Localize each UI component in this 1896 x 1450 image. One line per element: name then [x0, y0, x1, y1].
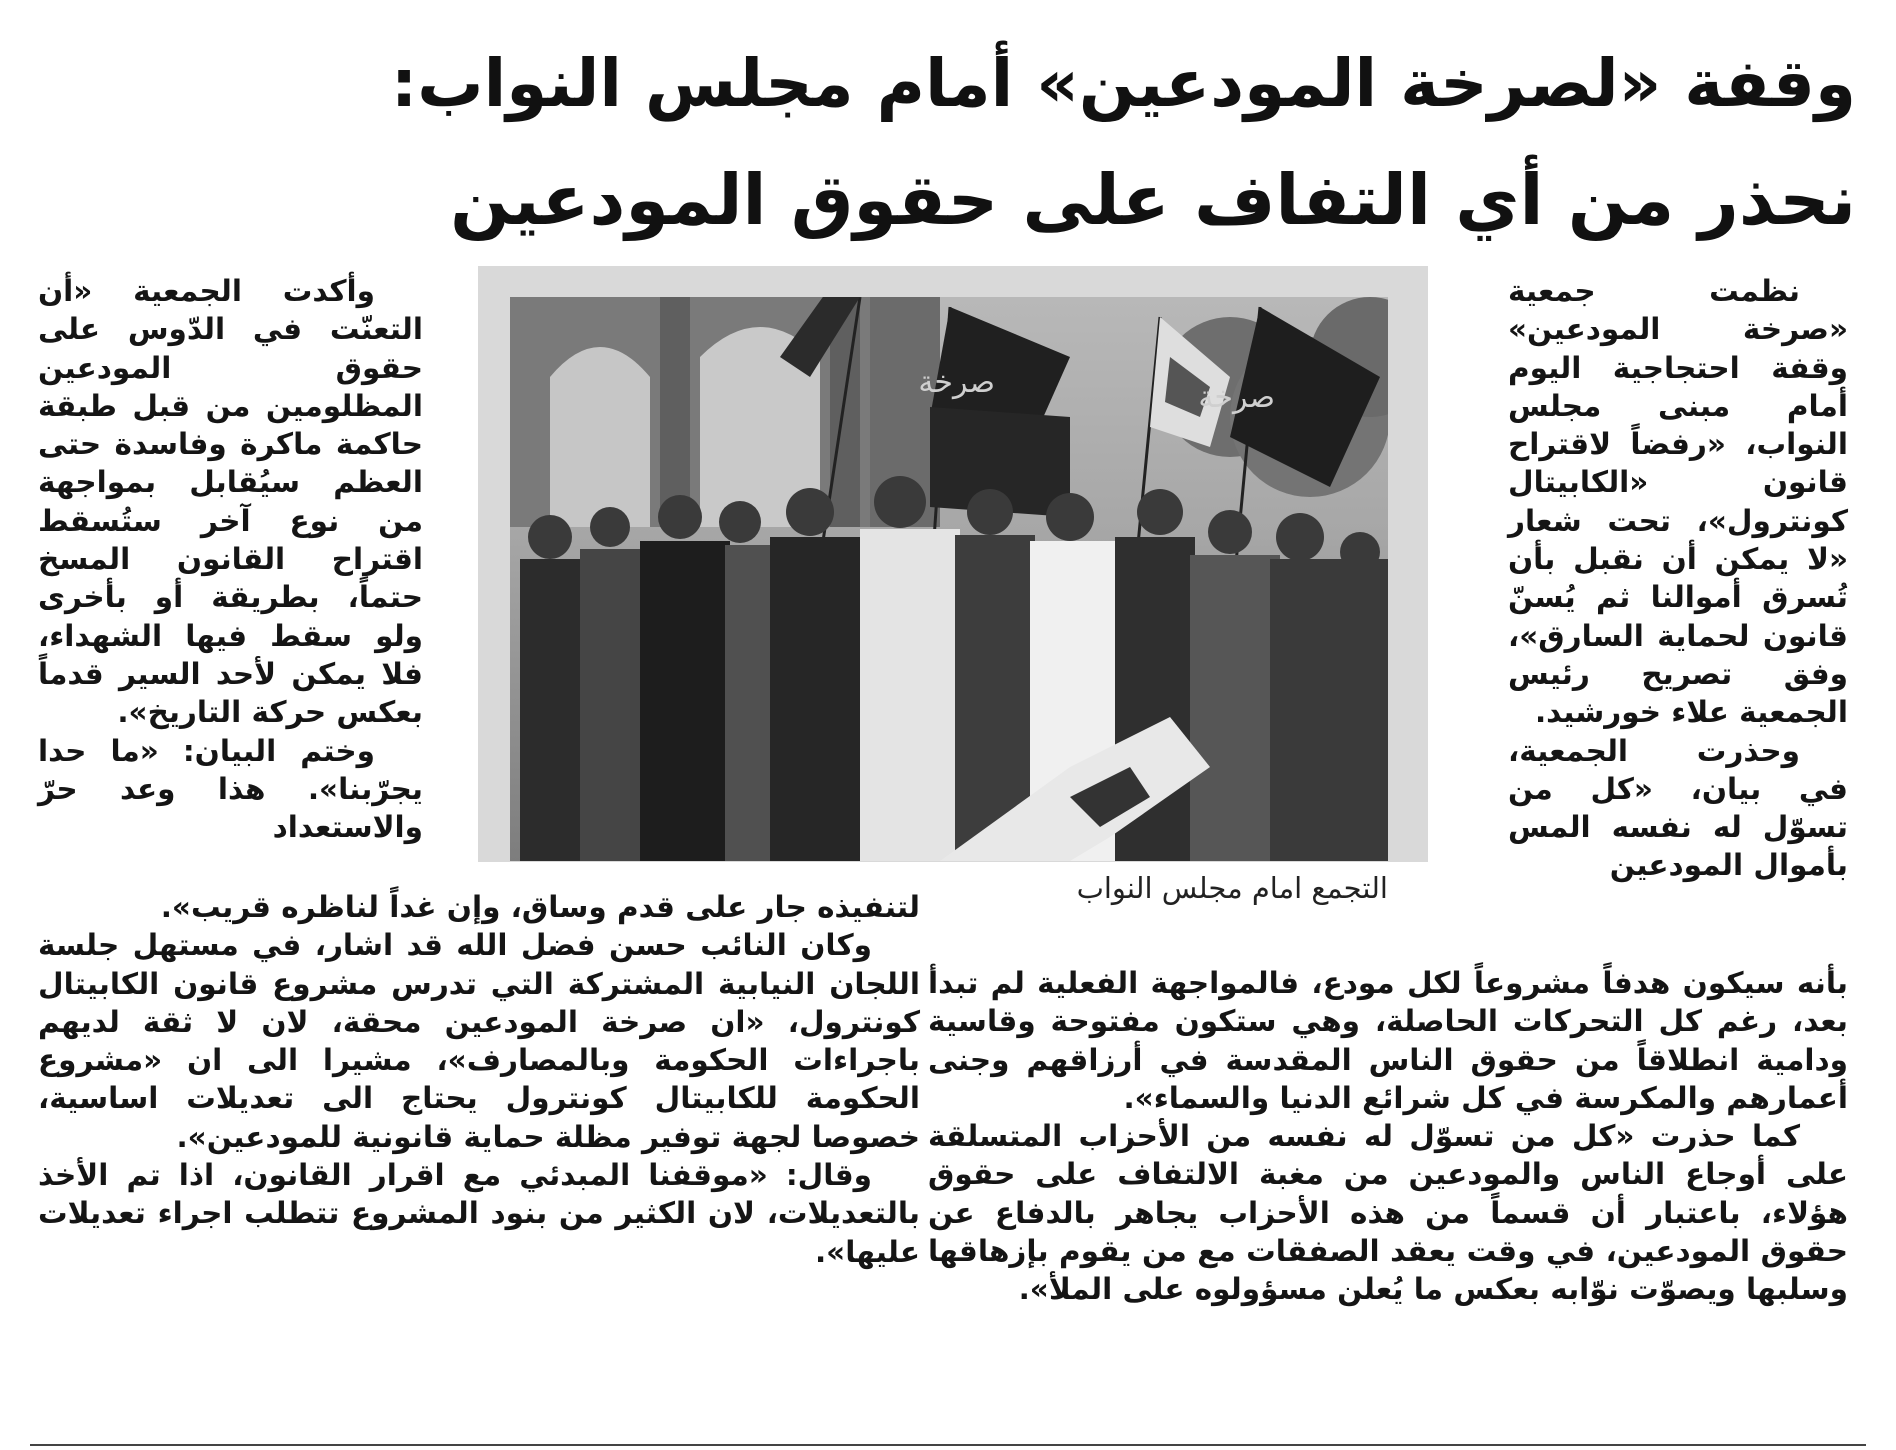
paragraph: وقال: «موقفنا المبدئي مع اقرار القانون، اذا تم الأخذ بالتعديلات، لان الكثير من بنود المشروع تتطلب اجراء تعديلات عليها». [38, 1158, 920, 1269]
photo-caption: التجمع امام مجلس النواب [1076, 871, 1388, 905]
paragraph: وكان النائب حسن فضل الله قد اشار، في مستهل جلسة اللجان النيابية المشتركة التي تدرس مشروع قانون الكابيتال كونترول، «ان صرخة المودعين محقة، لان لا ثقة لديهم باجراءات الحكومة وبالمصارف»، مشيرا الى ان «مشروع الحكومة للكابيتال كونترول يحتاج الى تعديلات اساسية، خصوصا لجهة توفير مظلة حماية قانونية للمودعين». [38, 928, 920, 1154]
headline-line-1: وقفة «لصرخة المودعين» أمام مجلس النواب: [390, 45, 1856, 122]
paragraph: لتنفيذه جار على قدم وساق، وإن غداً لناظره قريب». [160, 890, 920, 924]
article-column-lower-right [928, 964, 1848, 1309]
protest-photo [510, 297, 1388, 861]
paragraph: نظمت جمعية «صرخة المودعين» وقفة احتجاجية اليوم أمام مبنى مجلس النواب، «رفضاً لاقتراح قانون «الكابيتال كونترول»، تحت شعار «لا يمكن أن نقبل بأن تُسرق أموالنا ثم يُسنّ قانون لحماية السارق»، وفق تصريح رئيس الجمعية علاء خورشيد. [1508, 274, 1848, 730]
headline-line-2: نحذر من أي التفاف على حقوق المودعين [450, 159, 1856, 241]
paragraph: كما حذرت «كل من تسوّل له نفسه من الأحزاب المتسلقة على أوجاع الناس والمودعين من مغبة الالتفاف على حقوق هؤلاء، باعتبار أن قسماً من هذه الأحزاب يجاهر بالدفاع عن حقوق المودعين، في وقت يعقد الصفقات مع من يقوم بإزهاقها وسلبها ويصوّت نوّابه بعكس ما يُعلن مسؤولوه على الملأ». [928, 1119, 1848, 1307]
flag-text-1: صرخة [918, 365, 995, 400]
flag-text-2: صرخة [1198, 380, 1275, 415]
paragraph: وأكدت الجمعية «أن التعنّت في الدّوس على حقوق المودعين المظلومين من قبل طبقة حاكمة ماكرة وفاسدة حتى العظم سيُقابل بمواجهة من نوع آخر ستُسقط اقتراح القانون المسخ حتماً، بطريقة أو بأخرى ولو سقط فيها الشهداء، فلا يمكن لأحد السير قدماً بعكس حركة التاريخ». [38, 274, 423, 730]
bottom-rule [30, 1444, 1866, 1446]
article-column-lower-left [38, 888, 920, 1271]
article-column-left [38, 272, 423, 846]
paragraph: وحذرت الجمعية، في بيان، «كل من تسوّل له نفسه المس بأموال المودعين [1508, 733, 1848, 883]
paragraph: وختم البيان: «ما حدا يجرّبنا». هذا وعد حرّ والاستعداد [38, 733, 423, 845]
article-column-right [1508, 272, 1848, 885]
paragraph: بأنه سيكون هدفاً مشروعاً لكل مودع، فالمواجهة الفعلية لم تبدأ بعد، رغم كل التحركات الحاصلة، وهي ستكون مفتوحة وقاسية ودامية انطلاقاً من حقوق الناس المقدسة في أرزاقهم وجنى أعمارهم والمكرسة في كل شرائع الدنيا والسماء». [928, 966, 1848, 1115]
